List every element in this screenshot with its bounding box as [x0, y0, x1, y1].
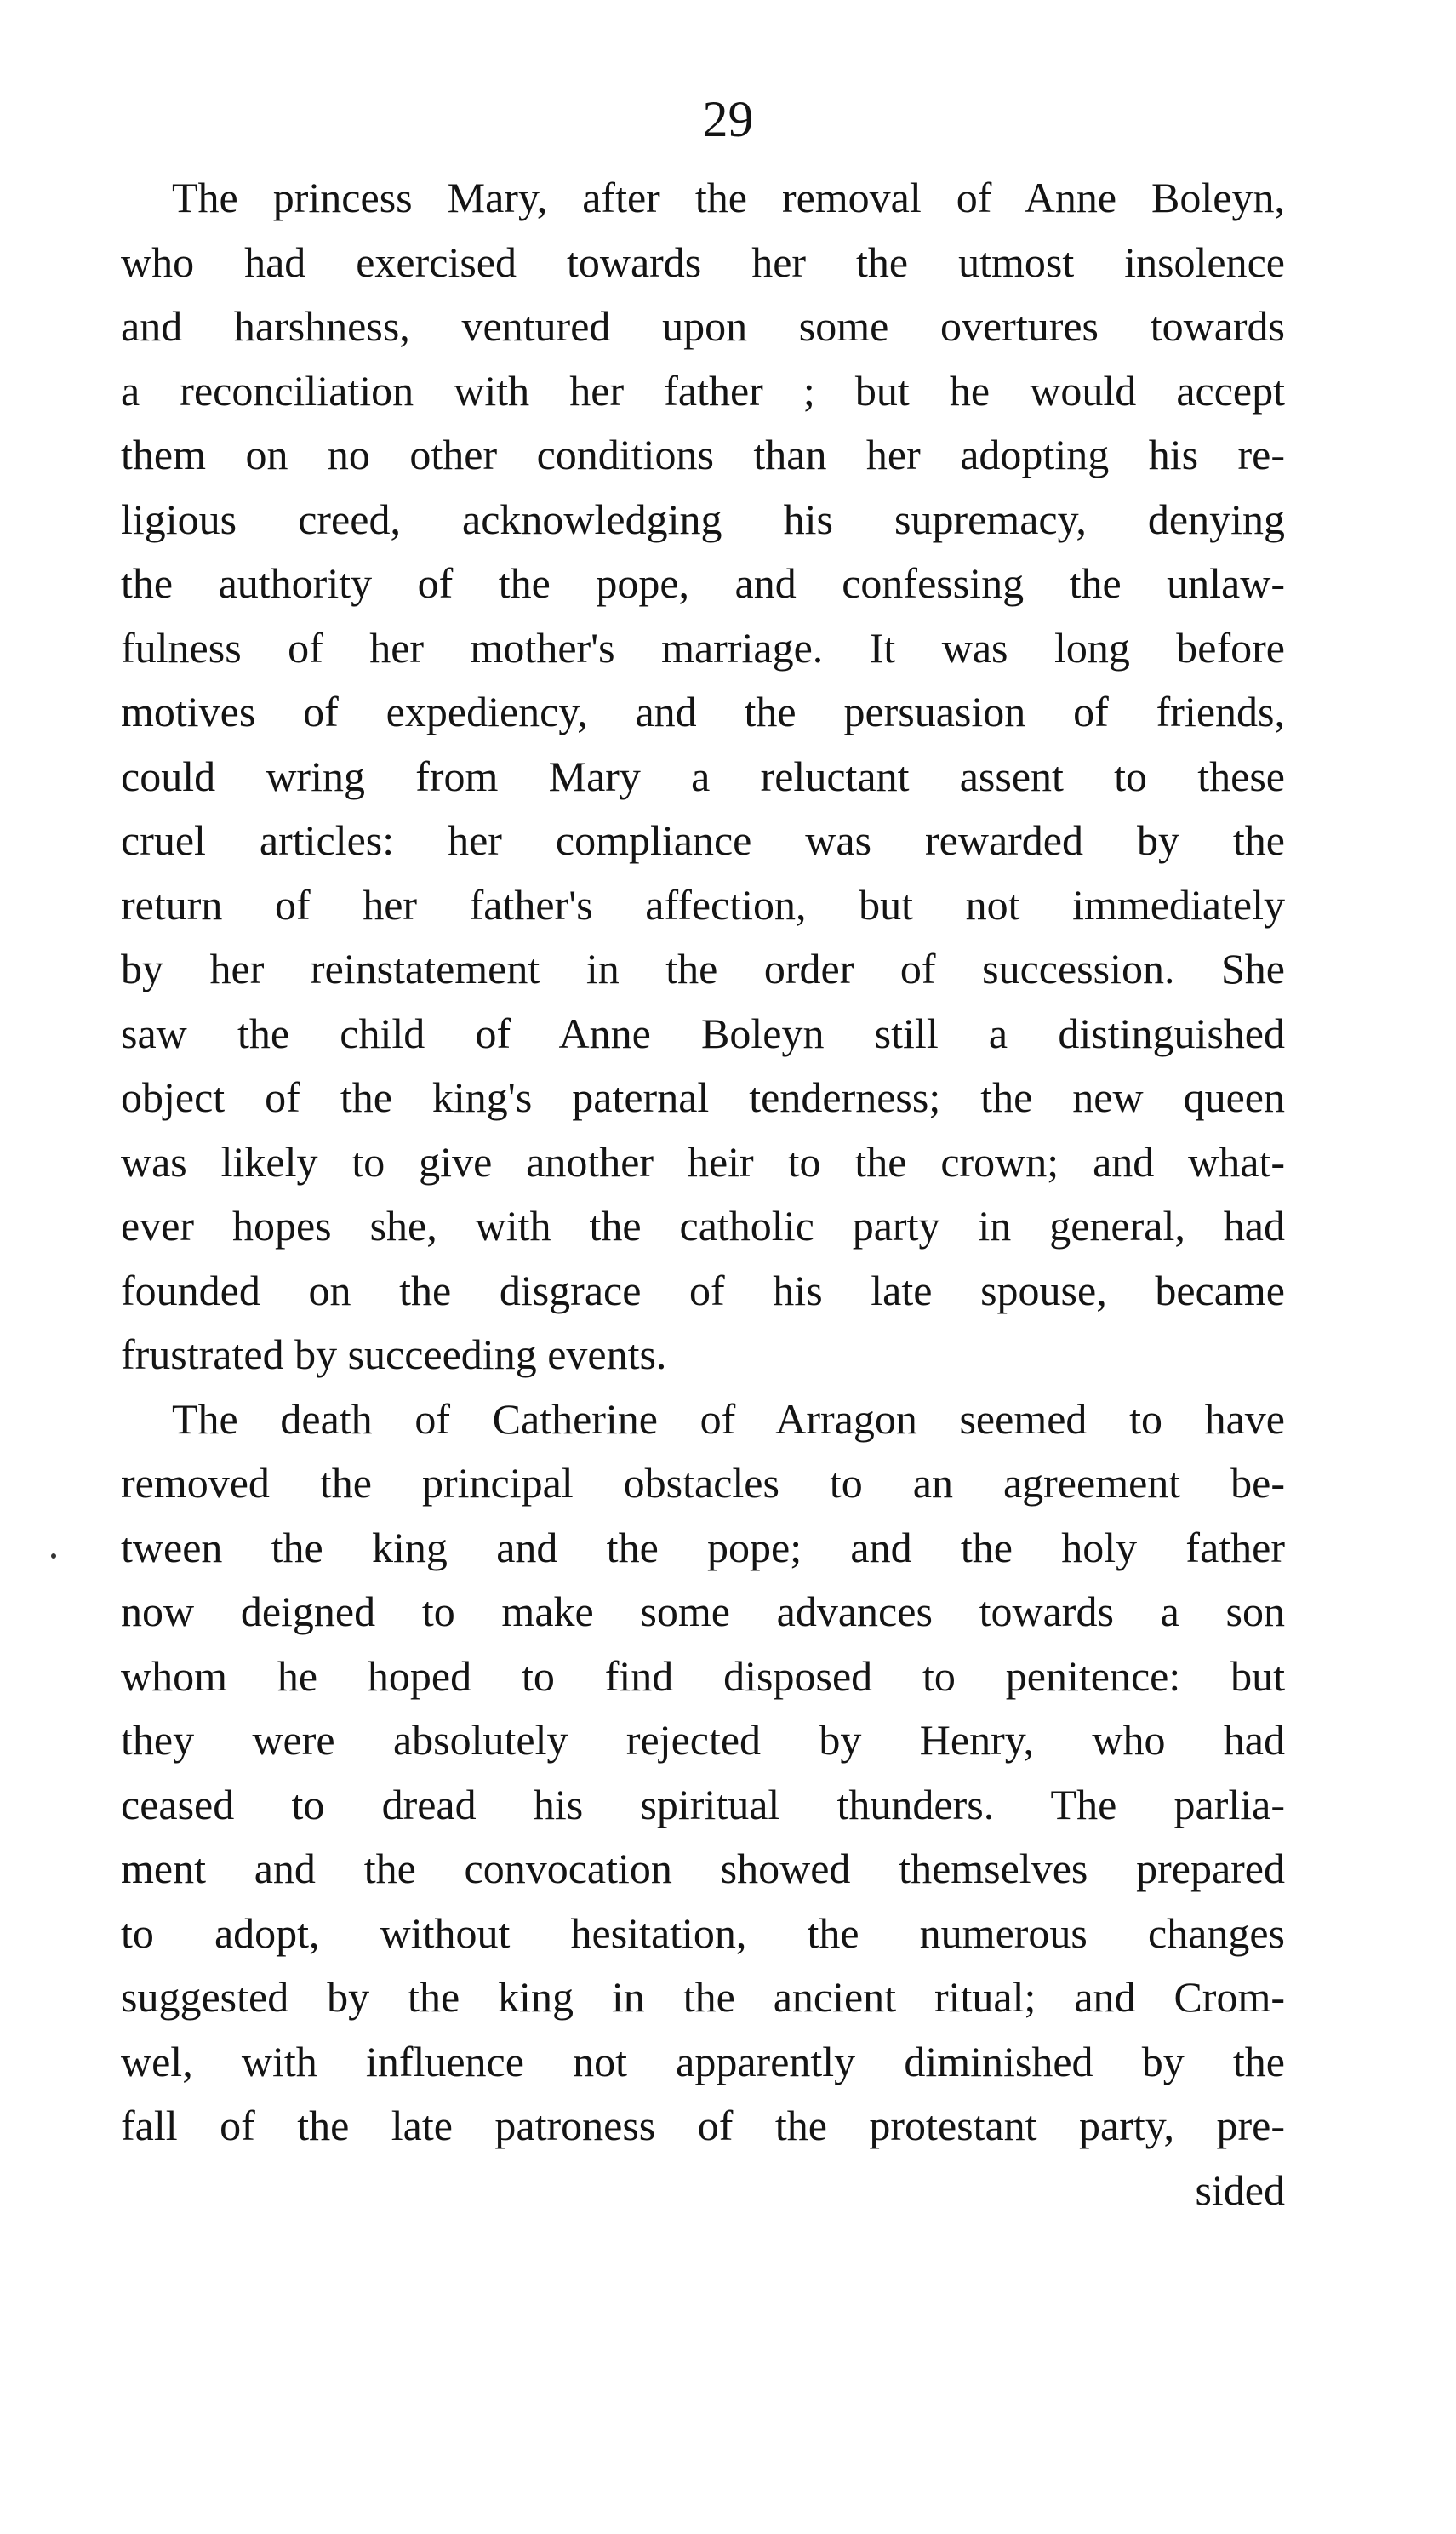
text-line: them on no other conditions than her adopting his re- — [121, 431, 1285, 478]
paragraph-1 — [121, 166, 1285, 1387]
text-line: now deigned to make some advances towards a son — [121, 1587, 1285, 1635]
text-line: ever hopes she, with the catholic party in general, had — [121, 1202, 1285, 1250]
text-line: cruel articles: her compliance was rewarded by the — [121, 816, 1285, 864]
paragraph-2 — [121, 1387, 1285, 2159]
text-line: object of the king's paternal tenderness; the new queen — [121, 1073, 1285, 1121]
page-number: 29 — [702, 91, 754, 147]
text-line: ceased to dread his spiritual thunders. The parlia- — [121, 1780, 1285, 1828]
text-line: removed the principal obstacles to an agreement be- — [121, 1459, 1285, 1507]
text-line: could wring from Mary a reluctant assent to these — [121, 752, 1285, 800]
text-line: fulness of her mother's marriage. It was long before — [121, 623, 1285, 672]
ink-speck — [51, 1553, 56, 1559]
text-line: fall of the late patroness of the protestant party, pre- — [121, 2102, 1285, 2149]
text-line: suggested by the king in the ancient ritual; and Crom- — [121, 1973, 1285, 2021]
text-line: ligious creed, acknowledging his supremacy, denying — [121, 495, 1285, 543]
catchword: sided — [1195, 2165, 1285, 2214]
text-line: to adopt, without hesitation, the numerous changes — [121, 1908, 1285, 1957]
text-line: they were absolutely rejected by Henry, who had — [121, 1716, 1285, 1764]
body-text — [121, 166, 1285, 2222]
text-line: by her reinstatement in the order of succession. She — [121, 945, 1285, 992]
text-line: who had exercised towards her the utmost insolence — [121, 237, 1285, 286]
text-line: wel, with influence not apparently diminished by the — [121, 2037, 1285, 2085]
text-line: founded on the disgrace of his late spouse, became — [121, 1266, 1285, 1314]
text-line: return of her father's affection, but not immediately — [121, 880, 1285, 929]
text-line: ment and the convocation showed themselves prepared — [121, 1845, 1285, 1892]
text-line: the authority of the pope, and confessing the unlaw- — [121, 559, 1285, 607]
text-line: was likely to give another heir to the crown; and what- — [121, 1137, 1285, 1186]
text-line: and harshness, ventured upon some overtures towards — [121, 302, 1285, 350]
text-line: motives of expediency, and the persuasion of friends, — [121, 688, 1285, 735]
text-line: The death of Catherine of Arragon seemed to have — [172, 1394, 1285, 1443]
text-line: saw the child of Anne Boleyn still a distinguished — [121, 1009, 1285, 1057]
text-line: frustrated by succeeding events. — [121, 1330, 667, 1378]
text-line: a reconciliation with her father ; but he would accept — [121, 366, 1285, 415]
text-line: The princess Mary, after the removal of Anne Boleyn, — [172, 174, 1285, 221]
text-line: whom he hoped to find disposed to penitence: but — [121, 1651, 1285, 1700]
text-line: tween the king and the pope; and the holy father — [121, 1523, 1285, 1571]
